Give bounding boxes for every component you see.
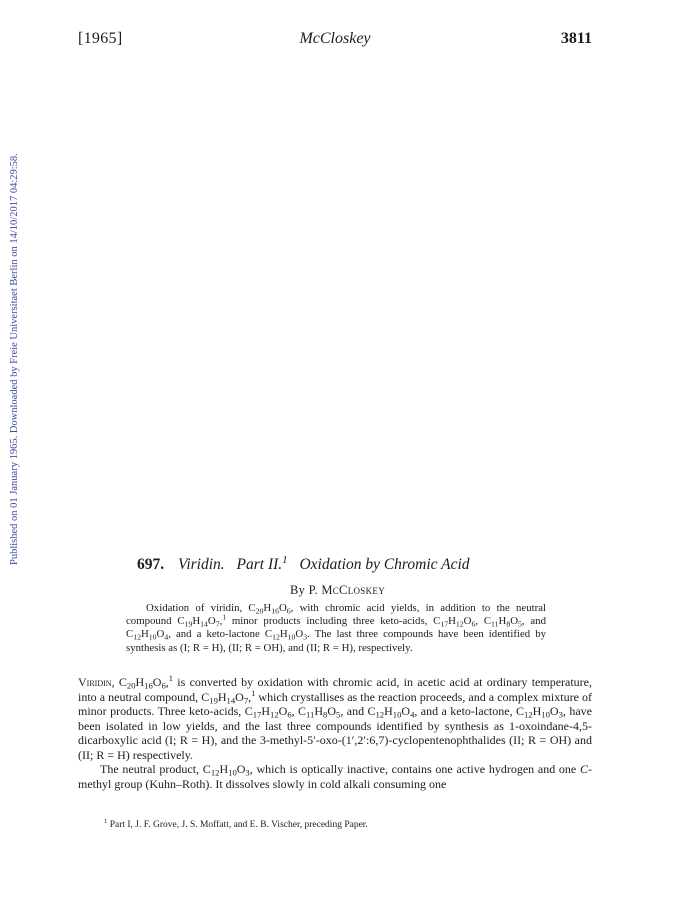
running-header xyxy=(78,30,592,52)
body-paragraph-1: Viridin, $C_{20}H_{16}O_6,^1$ is converted by oxidation with chromic acid, in acetic acid at ordinary temperature, into a neutral compound, $C_{19}H_{14}O_7,^1$ which crystallises as the reaction proceeds, and a complex mixture of minor products. Three keto-acids, $C_{17}H_{12}O_6$, $C_{11}H_8O_5$, and $C_{12}H_{10}O_4$, and a keto-lactone, $C_{12}H_{10}O_3$, have been isolated in low yields, and the last three compounds identified by synthesis as 1-oxoindane-4,5-dicarboxylic acid (I; R = H), and the 3-methyl-5′-oxo-(1′,2′:6,7)-cyclopentenophthalides (II; R = OH) and (II; R = H) respectively. xyxy=(78,674,592,762)
abstract-paragraph: Oxidation of viridin, $C_{20}H_{16}O_6$, with chromic acid yields, in addition to the neutral compound $C_{19}H_{14}O_7,^1$ minor products including three keto-acids, $C_{17}H_{12}O_6$, $C_{11}H_8O_5$, and $C_{12}H_{10}O_4$, and a keto-lactone $C_{12}H_{10}O_3$. The last three compounds have been identified by synthesis as (I; R = H), (II; R = OH), and (II; R = H), respectively. xyxy=(126,602,547,654)
header-year: [1965] xyxy=(78,30,123,47)
title-viridin: Viridin. xyxy=(178,556,225,573)
byline-by: By P. xyxy=(290,583,318,597)
author-name: McCloskey xyxy=(321,583,385,597)
download-notice-link[interactable]: Published on 01 January 1965. Downloaded by Freie Universitaet Berlin on 14/10/2017 04:29:58. xyxy=(9,153,20,565)
byline xyxy=(0,583,675,598)
body-paragraph-2: The neutral product, $C_{12}H_{10}O_3$, which is optically inactive, contains one active hydrogen and one C-methyl group (Kuhn–Roth). It dissolves slowly in cold alkali consuming one xyxy=(78,762,592,791)
title-part xyxy=(236,553,288,573)
title-subject: Oxidation by Chromic Acid xyxy=(299,556,470,573)
abstract xyxy=(126,602,546,655)
header-author: McCloskey xyxy=(299,30,371,47)
article-title xyxy=(137,553,537,574)
article-number: 697. xyxy=(137,556,165,573)
footnote: $^1$ Part I, J. F. Grove, J. S. Moffatt, and E. B. Vischer, preceding Paper. xyxy=(104,817,368,830)
header-page-number: 3811 xyxy=(560,30,592,47)
title-footnote-ref: 1 xyxy=(282,553,288,566)
body-text xyxy=(78,675,592,791)
title-part-text: Part II. xyxy=(236,556,283,573)
